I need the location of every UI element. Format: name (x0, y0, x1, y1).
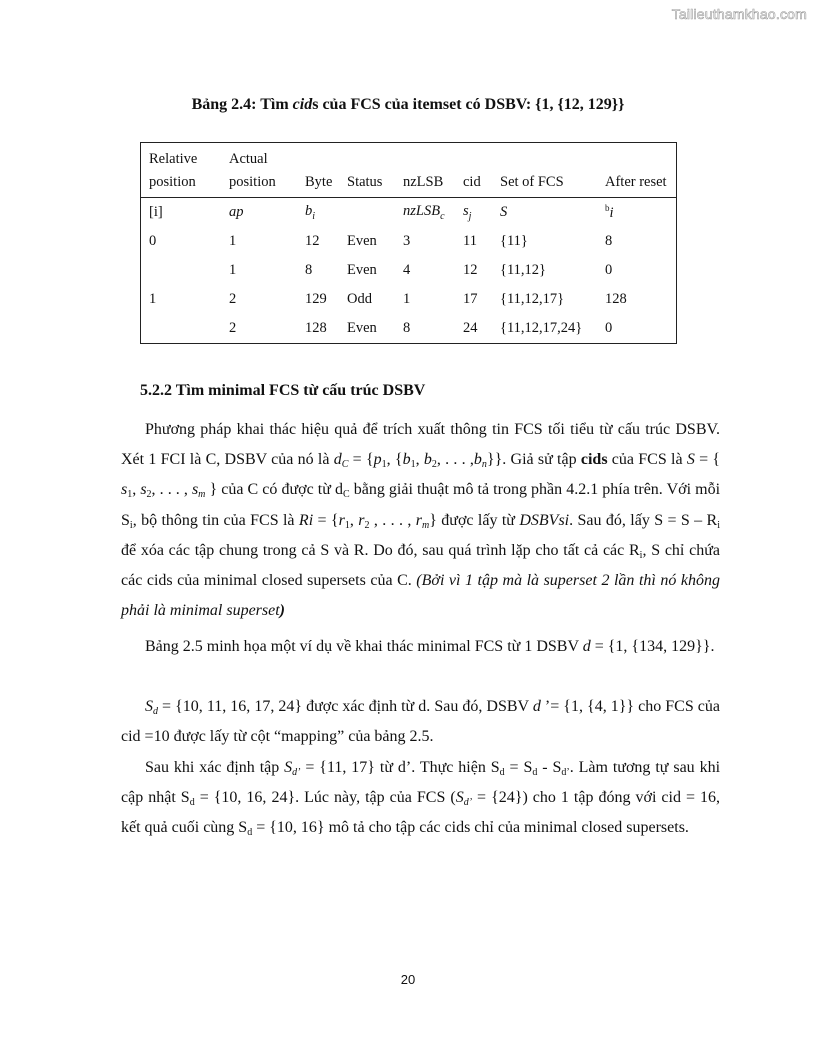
table-cell: {11} (500, 233, 528, 249)
table-cell: 128 (605, 291, 627, 307)
table-cell: 1 (229, 262, 237, 278)
table-cell (141, 256, 230, 285)
fcs-table (140, 142, 677, 344)
table-cell: 4 (403, 262, 411, 278)
table-caption: Bảng 2.4: Tìm cids của FCS của itemset có DSBV: {1, {12, 129}} (191, 96, 625, 113)
table-cell: 11 (463, 233, 477, 249)
table-cell: {11,12,17} (500, 291, 565, 307)
header-cell (463, 143, 500, 169)
table-cell: 1 (229, 233, 237, 249)
table-cell: 2 (229, 320, 237, 336)
table-row (141, 285, 677, 314)
table-cell: $^b$i (605, 203, 614, 221)
header-cell: Actual (229, 151, 268, 167)
table-cell: [i] (149, 204, 163, 220)
table-cell: 8 (403, 320, 411, 336)
table-row (141, 227, 677, 256)
header-cell (305, 143, 347, 169)
header-cell (500, 143, 605, 169)
table-cell: Odd (347, 291, 372, 307)
table-cell: {11,12} (500, 262, 547, 278)
header-cell: Set of FCS (500, 174, 564, 190)
table-cell: 12 (305, 233, 320, 249)
table-cell: S (500, 204, 508, 220)
header-cell: position (229, 174, 276, 190)
header-cell: cid (463, 174, 481, 190)
table-cell: 24 (463, 320, 478, 336)
header-cell (347, 143, 403, 169)
paragraph-result: Sau khi xác định tập $S_{d’} = \{11$, 17} từ d’. Thực hiện $S_d = S_d - S_{d’}$. Làm tương tự sau khi cập nhật $S_d = \{10$, 16, 24}. Lúc này, tập của FCS $(S_{d’} = \{24\})$ cho 1 tập đóng với cid = 16, kết quả cuối cùng $S_d = \{10$, 16} mô tả cho tập các cids chỉ của minimal closed supersets. (121, 759, 721, 839)
table-cell: ap (229, 204, 244, 220)
table-cell: Even (347, 320, 377, 336)
header-cell (605, 143, 677, 169)
header-cell (403, 143, 463, 169)
table-row (141, 256, 677, 285)
table-cell: 0 (149, 233, 157, 249)
header-cell: Relative (149, 151, 198, 167)
paragraph-method: Phương pháp khai thác hiệu quả để trích xuất thông tin FCS tối tiểu từ cấu trúc DSBV. Xét 1 FCI là C, DSBV của nó là $d_C = \{p_1$, {$b_1$, $b_2$, . . . $,b_n$}}. Giả sử tập cids của FCS là S = { $s_1$, $s_2$, . . . , $s_m$ } của C có được từ $d_C$ bằng giải thuật mô tả trong phần 4.2.1 phía trên. Với mỗi $S_i$, bộ thông tin của FCS là $Ri = \{r_1$, $r_2$ , . . . , $r_m$} được lấy từ DSBVsi. Sau đó, lấy $S = S - R_i$ để xóa các tập chung trong cả S và R. Do đó, sau quá trình lặp cho tất cả các $R_i$, S chỉ chứa các cids của minimal closed supersets của C. (Bởi vì 1 tập mà là superset 2 lần thì nó không phải là minimal superset) (121, 421, 721, 620)
paragraph-example: Bảng 2.5 minh họa một ví dụ về khai thác minimal FCS từ 1 DSBV d = {1, {134, 129}}. (145, 638, 715, 655)
table-cell: 17 (463, 291, 478, 307)
table-cell: Even (347, 262, 377, 278)
table-cell: 12 (463, 262, 478, 278)
table-cell: 129 (305, 291, 327, 307)
header-cell: Status (347, 174, 383, 190)
header-cell: nzLSB (403, 174, 444, 190)
header-cell: position (149, 174, 196, 190)
table-cell: 2 (229, 291, 237, 307)
table-cell: 128 (305, 320, 327, 336)
table-cell: nzLSB$_c$ (403, 203, 445, 222)
section-title: 5.2.2 Tìm minimal FCS từ cấu trúc DSBV (140, 382, 426, 399)
table-cell: 1 (149, 291, 157, 307)
table-cell: $b_i$ (305, 203, 316, 222)
table-header-row-2 (141, 168, 677, 198)
table-cell: Even (347, 233, 377, 249)
header-cell: Byte (305, 174, 333, 190)
table-cell (141, 314, 230, 344)
table-header-row-1 (141, 143, 677, 169)
header-cell: After reset (605, 174, 667, 190)
table-row (141, 314, 677, 344)
table-cell: {11,12,17,24} (500, 320, 583, 336)
table-cell: 8 (605, 233, 613, 249)
table-cell: 1 (403, 291, 411, 307)
watermark: Tailieuthamkhao.com (671, 6, 807, 22)
page-number: 20 (400, 972, 416, 987)
table-cell: $s_j$ (463, 203, 472, 222)
table-cell: 8 (305, 262, 313, 278)
table-cell: 3 (403, 233, 411, 249)
table-cell: 0 (605, 320, 613, 336)
paragraph-sd: $S_d = \{10$, 11, 16, 17, 24} được xác định từ d. Sau đó, DSBV d ’= {1, {4, 1}} cho FCS của cid =10 được lấy từ cột “mapping” của bảng 2.5. (121, 698, 720, 746)
table-symbol-row (141, 198, 677, 228)
table-cell: 0 (605, 262, 613, 278)
table-cell (347, 198, 403, 228)
